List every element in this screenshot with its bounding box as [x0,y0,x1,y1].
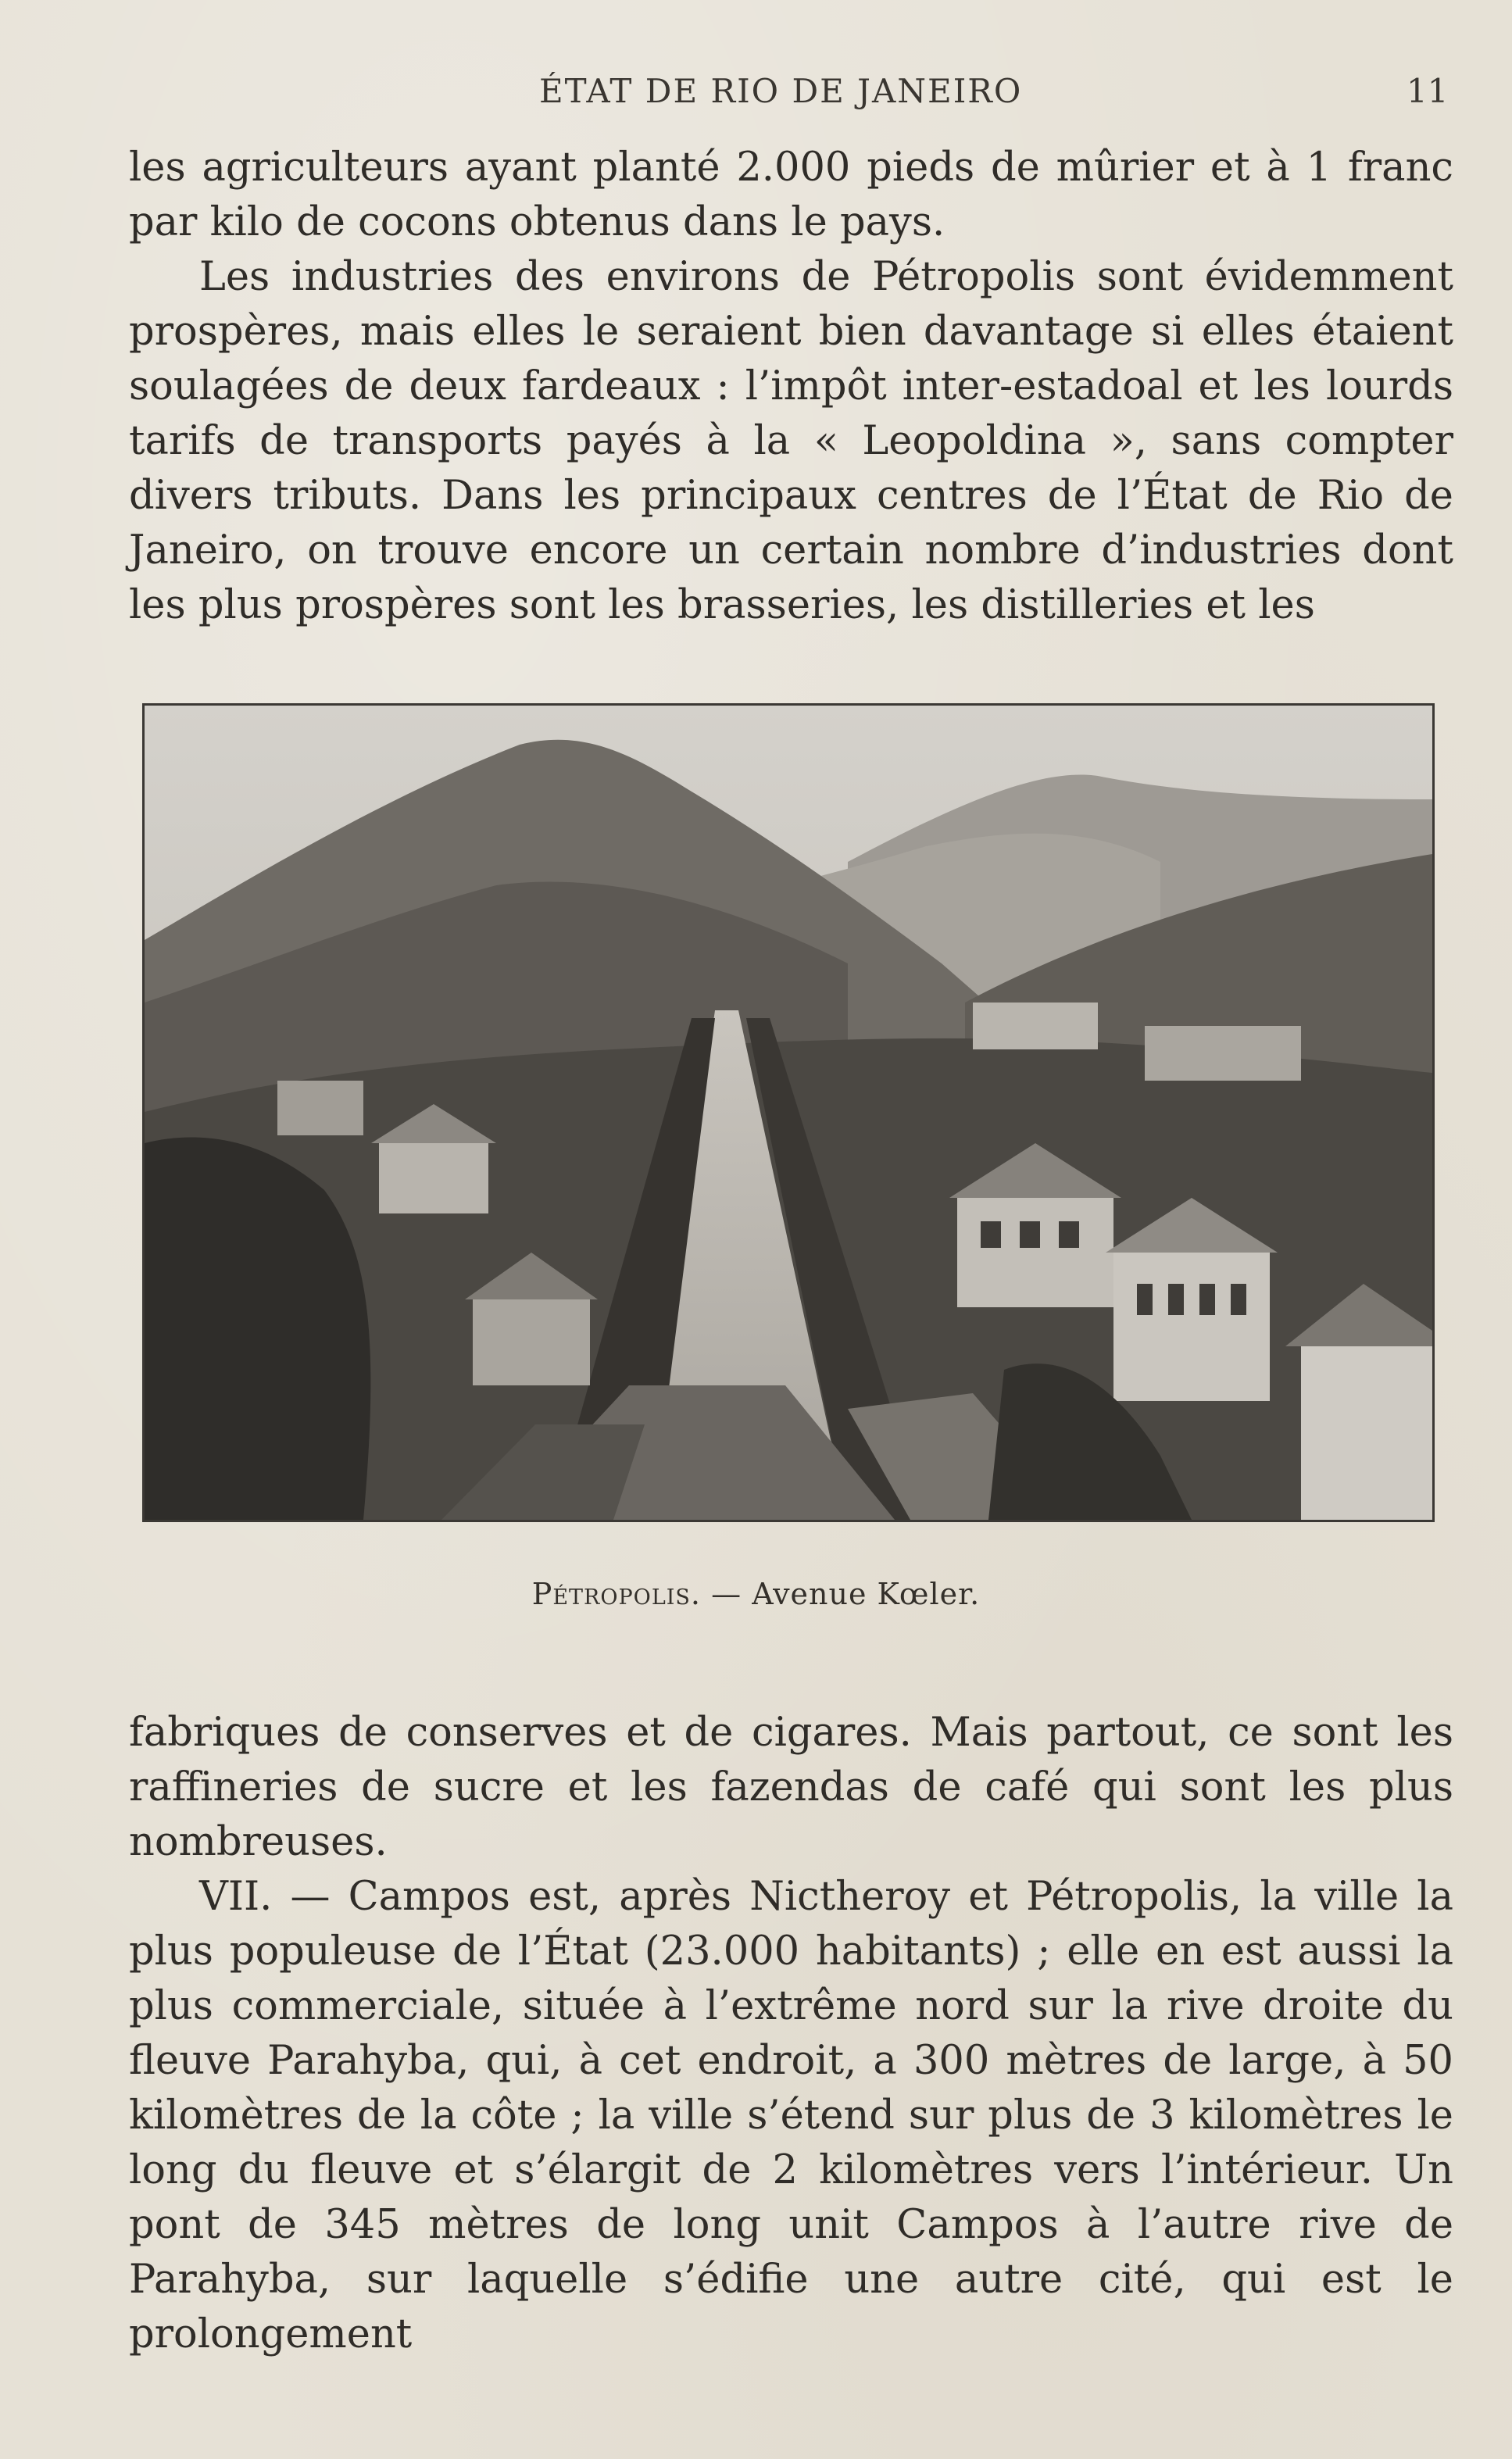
top-text-block [129,141,1453,633]
running-head: ÉTAT DE RIO DE JANEIRO [539,72,1023,110]
caption-place: Pétropolis. [531,1577,701,1611]
photo-petropolis-avenue [142,703,1435,1522]
figure-caption [0,1577,1512,1611]
caption-subject: Avenue Kœler. [752,1577,981,1611]
paragraph-campos: VII. — Campos est, après Nictheroy et Pétropolis, la ville la plus populeuse de l’État (23.000 habitants) ; elle en est aussi la plus commerciale, située à l’extrême nord sur la rive droite du fleuve Parahyba, qui, à cet endroit, a 300 mètres de large, à 50 kilomètres de la côte ; la ville s’étend sur plus de 3 kilomètres le long du fleuve et s’élargit de 2 kilomètres vers l’intérieur. Un pont de 345 mètres de long unit Campos à l’autre rive de Parahyba, sur laquelle s’édifie une autre cité, qui est le prolongement [129,1874,1453,2357]
paragraph-fabriques: fabriques de conserves et de cigares. Mais partout, ce sont les raffineries de sucre et les fazendas de café qui sont les plus nombreuses. [129,1710,1453,1865]
page-number: 11 [1407,72,1449,110]
paragraph-industries: Les industries des environs de Pétropolis sont évidemment prospères, mais elles le seraient bien davantage si elles étaient soulagées de deux fardeaux : l’impôt inter-estadoal et les lourds tarifs de transports payés à la « Leopoldina », sans compter divers tributs. Dans les principaux centres de l’État de Rio de Janeiro, on trouve encore un certain nombre d’industries dont les plus prospères sont les brasseries, les distilleries et les [129,254,1453,628]
caption-dash: — [711,1577,742,1611]
paragraph-continued: les agriculteurs ayant planté 2.000 pieds de mûrier et à 1 franc par kilo de cocons obtenus dans le pays. [129,145,1453,245]
bottom-text-block [129,1706,1453,2362]
